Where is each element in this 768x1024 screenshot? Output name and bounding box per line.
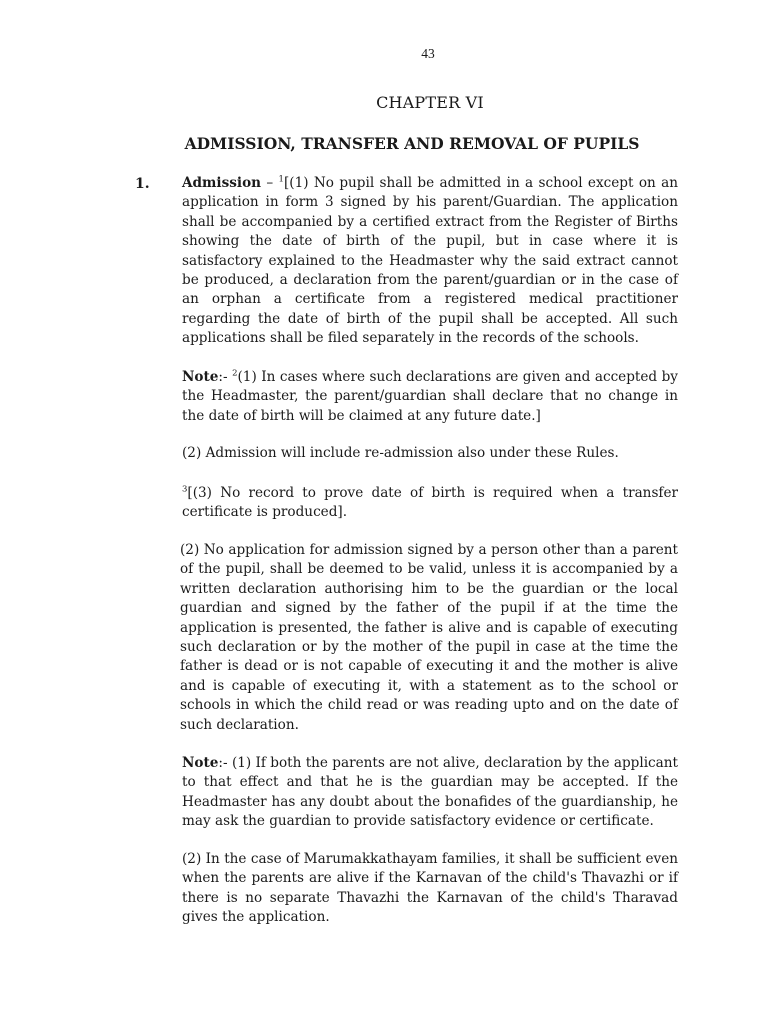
note-1-text: (1) In cases where such declarations are given and accepted by the Headmaster, the parent/guardian shall declare that no change in the date of birth will be claimed at any future date.] xyxy=(182,369,678,424)
note-2-paragraph xyxy=(182,754,678,832)
note-1-label: Note xyxy=(182,369,219,385)
footnote-ref-2: 2 xyxy=(232,368,238,379)
rule-heading-separator: – xyxy=(261,175,279,191)
note-1-separator: :- xyxy=(218,369,233,385)
rule-1-admission-paragraph xyxy=(182,174,678,349)
section-title: ADMISSION, TRANSFER AND REMOVAL OF PUPILS xyxy=(184,134,640,153)
footnote-ref-1: 1 xyxy=(278,174,284,185)
note-2-text: (1) If both the parents are not alive, declaration by the applicant to that effect and that he is the guardian may be accepted. If the Headmaster has any doubt about the bonafides of the guardianship, he may ask the guardian to provide satisfactory evidence or certificate. xyxy=(182,755,678,830)
admission-readmission-paragraph: (2) Admission will include re-admission also under these Rules. xyxy=(182,445,619,461)
chapter-heading: CHAPTER VI xyxy=(376,93,484,112)
rule-number: 1. xyxy=(135,176,150,192)
date-of-birth-record-text: [(3) No record to prove date of birth is required when a transfer certificate is produced]. xyxy=(182,485,678,521)
rule-heading: Admission xyxy=(182,175,262,191)
date-of-birth-record-paragraph xyxy=(182,484,678,523)
note-2-separator: :- xyxy=(218,755,232,771)
rule-1-text: [(1) No pupil shall be admitted in a school except on an application in form 3 signed by his parent/Guardian. The application shall be accompanied by a certified extract from the Register of Births showing the date of birth of the pupil, but in case where it is satisfactory explained to the Headmaster why the said extract cannot be produced, a declaration from the parent/guardian or in the case of an orphan a certificate from a registered medical practitioner regarding the date of birth of the pupil shall be accepted. All such applications shall be filed separately in the records of the schools. xyxy=(182,175,678,347)
note-2-label: Note xyxy=(182,755,219,771)
note-1-paragraph xyxy=(182,368,678,426)
page-number: 43 xyxy=(421,46,435,61)
application-validity-paragraph: (2) No application for admission signed by a person other than a parent of the pupil, shall be deemed to be valid, unless it is accompanied by a written declaration authorising him to be the guardian or the local guardian and signed by the father of the pupil if at the time the application is presented, the father is alive and is capable of executing such declaration or by the mother of the pupil in case at the time the father is dead or is not capable of executing it and the mother is alive and is capable of executing it, with a statement as to the school or schools in which the child read or was reading upto and on the date of such declaration. xyxy=(180,542,678,733)
marumakkathayam-paragraph: (2) In the case of Marumakkathayam families, it shall be sufficient even when the parents are alive if the Karnavan of the child's Thavazhi or if there is no separate Thavazhi the Karnavan of the child's Tharavad gives the application. xyxy=(182,851,678,926)
footnote-ref-3: 3 xyxy=(182,484,188,495)
